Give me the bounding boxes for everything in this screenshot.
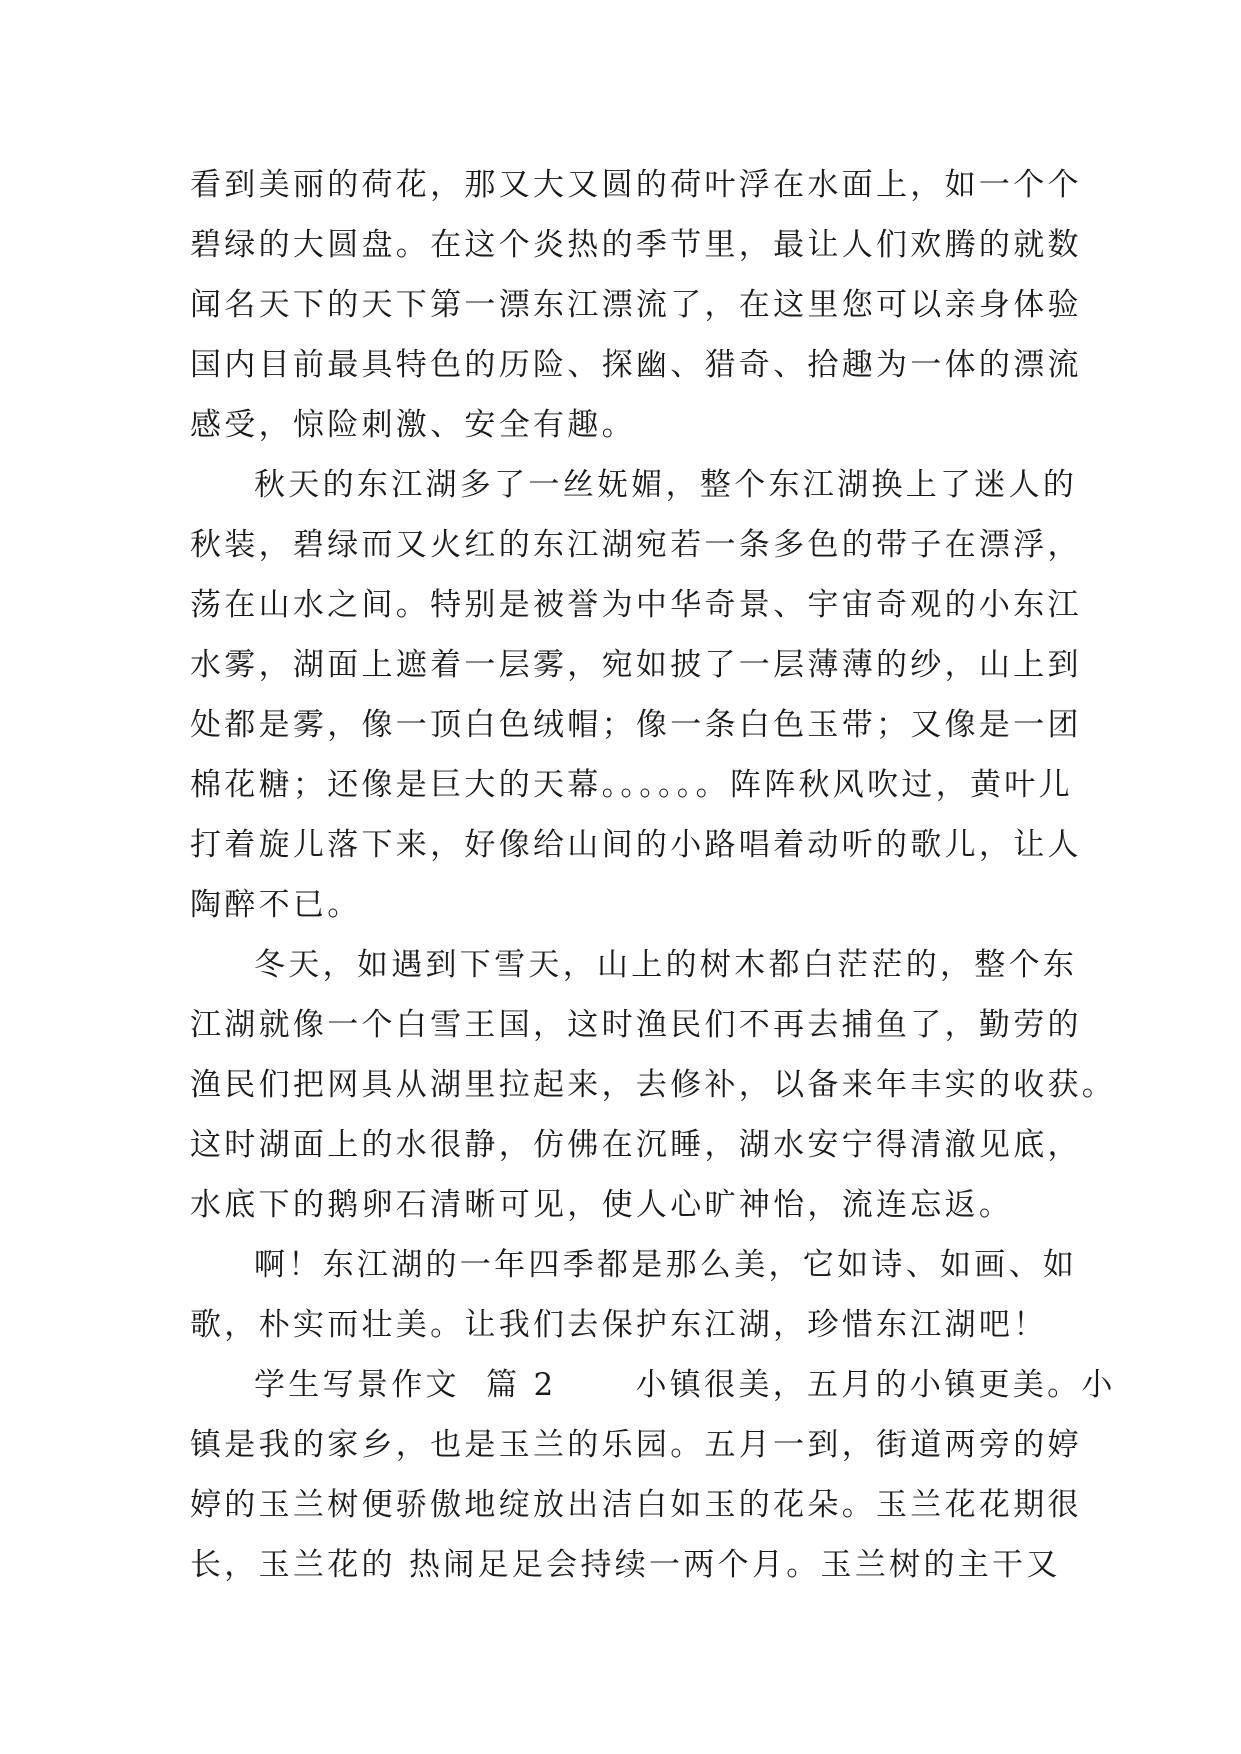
text-line: 打着旋儿落下来，好像给山间的小路唱着动听的歌儿，让人 <box>190 827 1082 863</box>
text-line: 秋天的东江湖多了一丝妩媚，整个东江湖换上了迷人的 <box>254 467 1078 503</box>
text-line: 看到美丽的荷花，那又大又圆的荷叶浮在水面上，如一个个 <box>190 167 1082 203</box>
text-line: 镇是我的家乡，也是玉兰的乐园。五月一到，街道两旁的婷 <box>190 1427 1082 1463</box>
text-line: 水雾，湖面上遮着一层雾，宛如披了一层薄薄的纱，山上到 <box>190 647 1082 683</box>
text-line: 婷的玉兰树便骄傲地绽放出洁白如玉的花朵。玉兰花花期很 <box>190 1487 1082 1523</box>
section-heading-line: 学生写景作文 篇 2 小镇很美，五月的小镇更美。小 <box>254 1367 1116 1403</box>
text-line: 碧绿的大圆盘。在这个炎热的季节里，最让人们欢腾的就数 <box>190 227 1082 263</box>
text-line: 国内目前最具特色的历险、探幽、猎奇、拾趣为一体的漂流 <box>190 347 1082 383</box>
text-line: 秋装，碧绿而又火红的东江湖宛若一条多色的带子在漂浮， <box>190 527 1082 563</box>
essay-text <box>190 155 1117 1595</box>
text-line: 棉花糖；还像是巨大的天幕。。。。。。阵阵秋风吹过，黄叶儿 <box>190 767 1073 803</box>
text-line: 水底下的鹅卵石清晰可见，使人心旷神怡，流连忘返。 <box>190 1187 1014 1223</box>
text-line: 处都是雾，像一顶白色绒帽；像一条白色玉带；又像是一团 <box>190 707 1082 743</box>
text-line: 长，玉兰花的 热闹足足会持续一两个月。玉兰树的主干又 <box>190 1547 1061 1583</box>
text-line: 江湖就像一个白雪王国，这时渔民们不再去捕鱼了，勤劳的 <box>190 1007 1082 1043</box>
text-line: 渔民们把网具从湖里拉起来，去修补，以备来年丰实的收获。 <box>190 1067 1117 1103</box>
text-line: 冬天，如遇到下雪天，山上的树木都白茫茫的，整个东 <box>254 947 1078 983</box>
text-line: 陶醉不已。 <box>190 887 362 923</box>
text-line: 闻名天下的天下第一漂东江漂流了，在这里您可以亲身体验 <box>190 287 1082 323</box>
text-line: 歌，朴实而壮美。让我们去保护东江湖，珍惜东江湖吧！ <box>190 1307 1048 1343</box>
text-line: 荡在山水之间。特别是被誉为中华奇景、宇宙奇观的小东江 <box>190 587 1082 623</box>
text-line: 感受，惊险刺激、安全有趣。 <box>190 407 636 443</box>
text-line: 啊！东江湖的一年四季都是那么美，它如诗、如画、如 <box>254 1247 1078 1283</box>
text-line: 这时湖面上的水很静，仿佛在沉睡，湖水安宁得清澈见底， <box>190 1127 1082 1163</box>
